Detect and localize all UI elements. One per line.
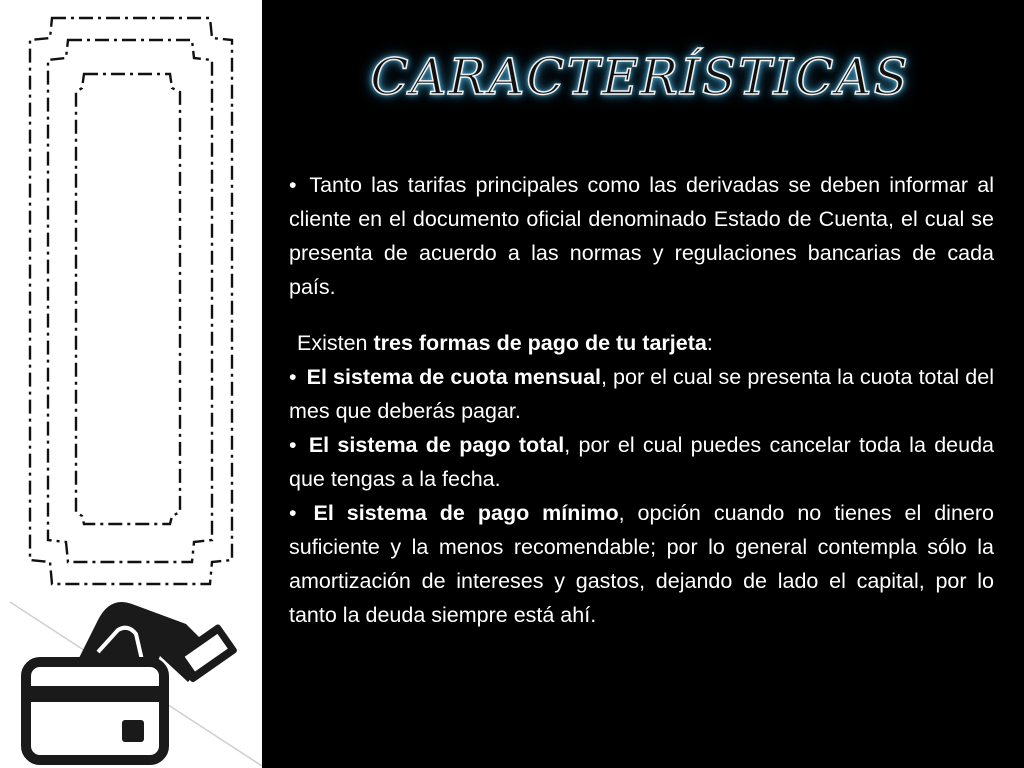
hand-credit-card-icon [0, 590, 262, 768]
left-decorative-panel [0, 0, 262, 768]
paragraph-tarifas [289, 168, 994, 304]
bullet-icon: • [289, 501, 297, 525]
content-body [289, 168, 994, 632]
dashed-frame-decoration [0, 0, 262, 600]
bullet-icon: • [289, 173, 297, 197]
paragraph-text: Tanto las tarifas principales como las derivadas se deben informar al cliente en el documento oficial denominado Estado de Cuenta, el cual se presenta de acuerdo a las normas y regulaciones bancarias de cada país. [289, 173, 994, 299]
bullet-icon: • [289, 433, 297, 457]
list-item [289, 360, 994, 428]
intro-suffix: : [706, 331, 713, 355]
payment-method-desc: , por el cual puedes cancelar toda la deuda que tengas a la fecha. [289, 433, 994, 491]
page-title: CARACTERÍSTICAS [370, 48, 910, 106]
list-item [289, 496, 994, 632]
payment-method-desc: , opción cuando no tienes el dinero suficiente y la menos recomendable; por lo general contempla sólo la amortización de intereses y gastos, dejando de lado el capital, por lo tanto la deuda siempre está ahí. [289, 501, 994, 627]
intro-line [289, 326, 994, 360]
intro-bold: tres formas de pago de tu tarjeta [373, 331, 707, 355]
payment-method-name: El sistema de cuota mensual [306, 365, 601, 389]
payment-method-name: El sistema de pago total [308, 433, 565, 457]
bullet-icon: • [289, 365, 297, 389]
payment-method-name: El sistema de pago mínimo [313, 501, 619, 525]
intro-prefix: Existen [297, 331, 374, 355]
payment-method-desc: , por el cual se presenta la cuota total del mes que deberás pagar. [289, 365, 994, 423]
list-item [289, 428, 994, 496]
